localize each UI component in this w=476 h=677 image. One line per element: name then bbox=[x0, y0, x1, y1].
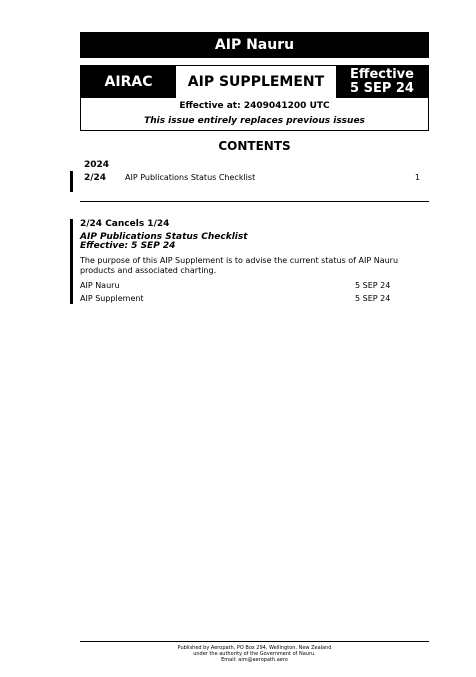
status-row-date: 5 SEP 24 bbox=[355, 281, 391, 290]
change-bar bbox=[70, 219, 73, 304]
status-row-label: AIP Nauru bbox=[80, 281, 120, 290]
contents-title: CONTENTS bbox=[218, 139, 291, 153]
footer-divider bbox=[80, 641, 429, 642]
section-subtitle: AIP Publications Status Checklist bbox=[80, 232, 248, 242]
contents-year: 2024 bbox=[84, 160, 110, 170]
toc-entry-title[interactable]: AIP Publications Status Checklist bbox=[125, 173, 256, 182]
contents-divider bbox=[80, 201, 429, 202]
toc-entry-number[interactable]: 2/24 bbox=[84, 173, 107, 183]
footer-authority: under the authority of the Government of Nauru. bbox=[193, 651, 316, 657]
effective-date: 5 SEP 24 bbox=[350, 81, 414, 96]
replaces-note: This issue entirely replaces previous issues bbox=[144, 116, 365, 126]
status-row-date: 5 SEP 24 bbox=[355, 294, 391, 303]
effective-label: Effective bbox=[350, 67, 414, 82]
effective-at: Effective at: 2409041200 UTC bbox=[179, 101, 330, 111]
section-paragraph: The purpose of this AIP Supplement is to advise the current status of AIP Nauru products and associated charting. bbox=[80, 256, 399, 275]
section-effective: Effective: 5 SEP 24 bbox=[80, 241, 176, 251]
supplement-header bbox=[80, 65, 429, 131]
section-heading: 2/24 Cancels 1/24 bbox=[80, 219, 170, 229]
change-bar bbox=[70, 171, 73, 192]
status-row-label: AIP Supplement bbox=[80, 294, 144, 303]
footer-email[interactable]: Email: aim@aeropath.aero bbox=[221, 657, 288, 663]
toc-entry-page[interactable]: 1 bbox=[414, 173, 420, 182]
footer-publisher: Published by Aeropath, PO Box 294, Wellington, New Zealand bbox=[177, 645, 332, 651]
page-banner bbox=[80, 32, 429, 58]
airac-label: AIRAC bbox=[81, 66, 176, 98]
effective-block bbox=[336, 66, 428, 98]
banner-title: AIP Nauru bbox=[214, 37, 295, 53]
footer bbox=[80, 645, 429, 663]
document-type: AIP SUPPLEMENT bbox=[187, 74, 325, 90]
header-top-row bbox=[81, 66, 428, 98]
